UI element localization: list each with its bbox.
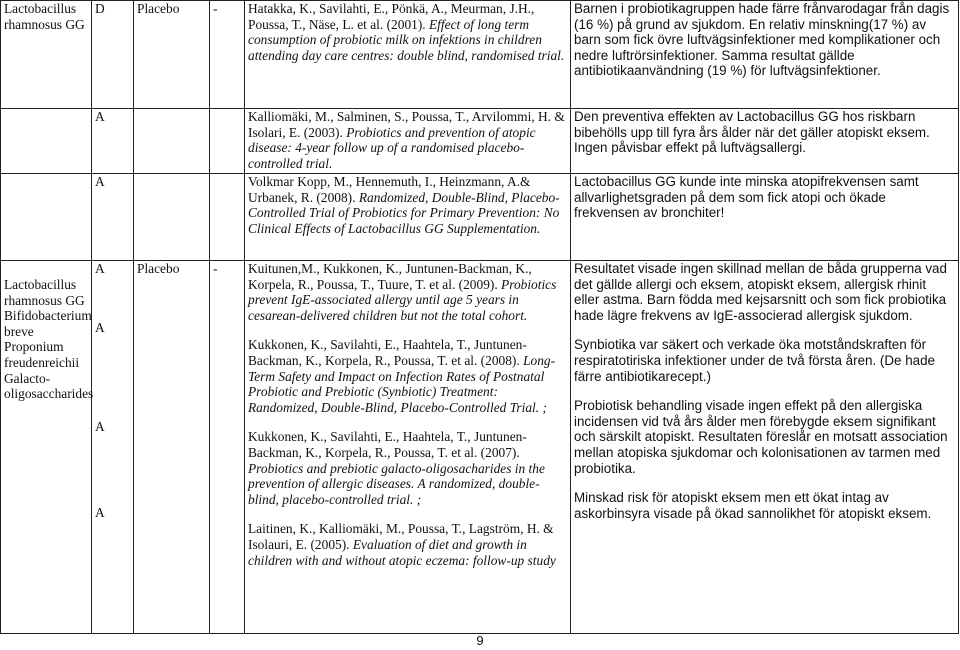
reference-cell bbox=[245, 1, 571, 109]
table-row bbox=[1, 174, 959, 261]
substance-cell bbox=[1, 174, 92, 261]
reference-list bbox=[245, 261, 571, 634]
result-cell: Den preventiva effekten av Lactobacillus GG hos riskbarn bibehölls upp till fyra års ålder när det gäller atopiskt eksem. Ingen påvisbar effekt på luftvägsallergi. bbox=[571, 109, 959, 174]
substance-text: Lactobacillus rhamnosus GG Bifidobacterium breve Proponium freudenreichii Galacto-oligosaccharides bbox=[4, 277, 94, 402]
reference-title: Probiotics and prevention of atopic disease: 4-year follow up of a randomised placebo-controlled trial. bbox=[248, 124, 536, 171]
evidence-grade: D bbox=[92, 1, 134, 109]
reference-title: Randomized, Double-Blind, Placebo-Controlled Trial of Probiotics for Primary Prevention: No Clinical Effects of Lactobacillus GG Supplementation. bbox=[248, 189, 560, 236]
reference-item bbox=[248, 521, 567, 568]
control-cell bbox=[134, 174, 210, 261]
reference-title: Evaluation of diet and growth in children with and without atopic eczema: follow-up study bbox=[248, 536, 556, 568]
reference-item bbox=[248, 261, 567, 323]
reference-authors: Kuitunen,M., Kukkonen, K., Juntunen-Backman, K., Korpela, R., Poussa, T., Tuure, T. et al. (2009). bbox=[248, 261, 532, 292]
table-row bbox=[1, 261, 959, 634]
reference-title: Effect of long term consumption of probiotic milk on infektions in children attending day care centres: double blind, randomised trial. bbox=[248, 16, 565, 63]
reference-item bbox=[248, 337, 567, 415]
result-item: Probiotisk behandling visade ingen effekt på den allergiska incidensen vid två års ålder men förebygde eksem signifikant och särskilt atopiskt. Resultaten föreslår en motsatt association mellan atopiska sjukdomar och kolonisationen av tarmen med probiotika. bbox=[574, 398, 948, 476]
dash-cell: - bbox=[210, 261, 245, 634]
result-list bbox=[571, 261, 959, 634]
reference-cell bbox=[245, 109, 571, 174]
evidence-grade: A bbox=[92, 174, 134, 261]
substance-cell: Lactobacillus rhamnosus GG bbox=[1, 1, 92, 109]
reference-authors: Kalliomäki, M., Salminen, S., Poussa, T., Arvilommi, H. & Isolari, E. (2003). bbox=[248, 109, 565, 140]
table-row bbox=[1, 109, 959, 174]
control-cell: Placebo bbox=[134, 1, 210, 109]
dash-cell bbox=[210, 174, 245, 261]
reference-title: Long-Term Safety and Impact on Infection Rates of Postnatal Probiotic and Prebiotic (Synbiotic) Treatment: Randomized, Double-Blind, Placebo-Controlled Trial. ; bbox=[248, 352, 556, 415]
dash-cell: - bbox=[210, 1, 245, 109]
substance-cell bbox=[1, 109, 92, 174]
reference-cell bbox=[245, 174, 571, 261]
result-item: Resultatet visade ingen skillnad mellan de båda grupperna vad det gällde allergi och eksem, atopiskt eksem, allergisk rhinit eller astma. Barn födda med kejsarsnitt och som fick probiotika hade lägre frekvens av IgE-associerad allergisk sjukdom. bbox=[574, 261, 947, 323]
reference-authors: Hatakka, K., Savilahti, E., Pönkä, A., Meurman, J.H., Poussa, T., Näse, L. et al. (2001). bbox=[248, 1, 535, 32]
substance-cell bbox=[1, 261, 92, 634]
evidence-grade: A bbox=[95, 261, 105, 276]
page-number: 9 bbox=[476, 633, 484, 648]
result-cell: Barnen i probiotikagruppen hade färre frånvarodagar från dagis (16 %) på grund av sjukdom. En relativ minskning(17 %) av barn som fick övre luftvägsinfektioner med komplikationer och nedre luftrörsinfektioner. Samma resultat gällde antibiotikaanvändning (19 %) för luftvägsinfektioner. bbox=[571, 1, 959, 109]
evidence-grade: A bbox=[95, 419, 105, 435]
evidence-grade: A bbox=[95, 319, 105, 335]
reference-authors: Kukkonen, K., Savilahti, E., Haahtela, T., Juntunen-Backman, K., Korpela, R., Poussa, T. et al. (2008). bbox=[248, 337, 527, 368]
control-cell bbox=[134, 109, 210, 174]
result-item: Synbiotika var säkert och verkade öka motståndskraften för respiratotiriska infektioner under de två första åren. (De hade färre antibiotikarecept.) bbox=[574, 337, 935, 384]
control-cell: Placebo bbox=[134, 261, 210, 634]
result-cell: Lactobacillus GG kunde inte minska atopifrekvensen samt allvarlighetsgraden på dem som fick atopi och ökade frekvensen av bronchiter! bbox=[571, 174, 959, 261]
reference-authors: Laitinen, K., Kalliomäki, M., Poussa, T., Lagström, H. & Isolauri, E. (2005). bbox=[248, 521, 554, 552]
dash-cell bbox=[210, 109, 245, 174]
reference-authors: Kukkonen, K., Savilahti, E., Haahtela, T., Juntunen-Backman, K., Korpela, R., Poussa, T. et al. (2007). bbox=[248, 429, 527, 460]
evidence-grade: A bbox=[92, 109, 134, 174]
result-item: Minskad risk för atopiskt eksem men ett ökat intag av askorbinsyra visade på ökad sannolikhet för atopiskt eksem. bbox=[574, 490, 932, 521]
reference-authors: Volkmar Kopp, M., Hennemuth, I., Heinzmann, A.& Urbanek, R. (2008). bbox=[248, 174, 531, 205]
evidence-grade: A bbox=[95, 504, 105, 520]
evidence-grade-list bbox=[92, 261, 134, 634]
reference-title: Probiotics prevent IgE-associated allergy until age 5 years in cesarean-delivered children but not the total cohort. bbox=[248, 276, 557, 323]
reference-item bbox=[248, 429, 567, 507]
reference-title: Probiotics and prebiotic galacto-oligosacharides in the prevention of allergic diseases. A randomized, double-blind, placebo-controlled trial. ; bbox=[248, 460, 545, 507]
table-row bbox=[1, 1, 959, 109]
